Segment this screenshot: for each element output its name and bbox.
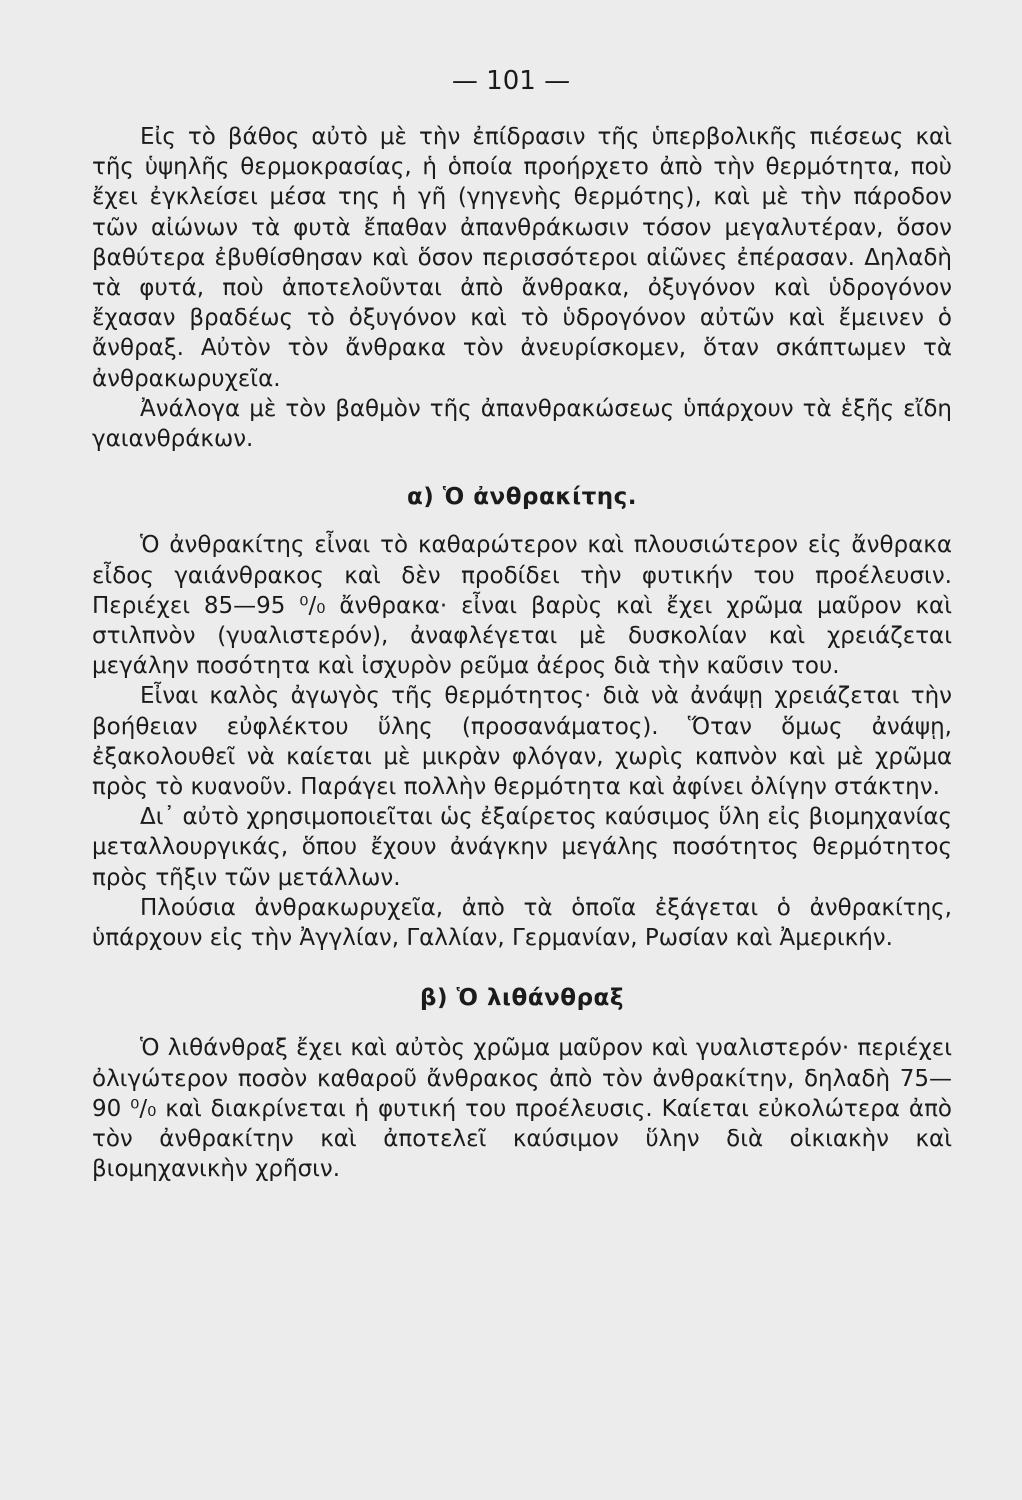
page-body	[92, 122, 952, 1185]
paragraph: Ἀνάλογα μὲ τὸν βαθμὸν τῆς ἀπανθρακώσεως ὑπάρχουν τὰ ἑξῆς εἴδη γαιανθράκων.	[92, 395, 952, 453]
paragraph: Εἰς τὸ βάθος αὐτὸ μὲ τὴν ἐπίδρασιν τῆς ὑπερβολικῆς πιέσεως καὶ τῆς ὑψηλῆς θερμοκρασίας, ἡ ὁποία προήρχετο ἀπὸ τὴν θερμότητα, ποὺ ἔχει ἐγκλείσει μέσα της ἡ γῆ (γηγενὴς θερμότης), καὶ μὲ τὴν πάροδον τῶν αἰώνων τὰ φυτὰ ἔπαθαν ἀπανθράκωσιν τόσον μεγαλυτέραν, ὅσον βαθύτερα ἐβυθίσθησαν καὶ ὅσον περισσότεροι αἰῶνες ἐπέρασαν. Δηλαδὴ τὰ φυτά, ποὺ ἀποτελοῦνται ἀπὸ ἄνθρακα, ὀξυγόνον καὶ ὑδρογόνον ἔχασαν βραδέως τὸ ὀξυγόνον καὶ τὸ ὑδρογόνον αὐτῶν καὶ ἔμεινεν ὁ ἄνθραξ. Αὐτὸν τὸν ἄνθρακα τὸν ἀνευρίσκομεν, ὅταν σκάπτωμεν τὰ ἀνθρακωρυχεῖα.	[92, 124, 952, 392]
section-heading-coal: β) Ὁ λιθάνθραξ	[420, 985, 624, 1012]
section-heading-anthracite: α) Ὁ ἀνθρακίτης.	[406, 484, 638, 511]
paragraph: Ὁ ἀνθρακίτης εἶναι τὸ καθαρώτερον καὶ πλουσιώτερον εἰς ἄνθρακα εἶδος γαιάνθρακος καὶ δὲν προδίδει τὴν φυτικήν του προέλευσιν. Περιέχει 85—95 ⁰/₀ ἄνθρακα· εἶναι βαρὺς καὶ ἔχει χρῶμα μαῦρον καὶ στιλπνὸν (γυαλιστερόν), ἀναφλέγεται μὲ δυσκολίαν καὶ χρειάζεται μεγάλην ποσότητα καὶ ἰσχυρὸν ρεῦμα ἀέρος διὰ τὴν καῦσιν του.	[92, 532, 952, 680]
paragraph: Εἶναι καλὸς ἀγωγὸς τῆς θερμότητος· διὰ νὰ ἀνάψῃ χρειάζεται τὴν βοήθειαν εὐφλέκτου ὕλης (προσανάματος). Ὅταν ὅμως ἀνάψῃ, ἐξακολουθεῖ νὰ καίεται μὲ μικρὰν φλόγαν, χωρὶς καπνὸν καὶ μὲ χρῶμα πρὸς τὸ κυανοῦν. Παράγει πολλὴν θερμότητα καὶ ἀφίνει ὀλίγην στάκτην.	[92, 683, 952, 801]
paragraph: Δι᾿ αὐτὸ χρησιμοποιεῖται ὡς ἐξαίρετος καύσιμος ὕλη εἰς βιομηχανίας μεταλλουργικάς, ὅπου ἔχουν ἀνάγκην μεγάλης ποσότητος θερμότητος πρὸς τῆξιν τῶν μετάλλων.	[92, 804, 952, 891]
page-number: — 101 —	[451, 66, 571, 96]
paragraph: Πλούσια ἀνθρακωρυχεῖα, ἀπὸ τὰ ὁποῖα ἐξάγεται ὁ ἀνθρακίτης, ὑπάρχουν εἰς τὴν Ἀγγλίαν, Γαλλίαν, Γερμανίαν, Ρωσίαν καὶ Ἀμερικήν.	[92, 894, 952, 952]
paragraph: Ὁ λιθάνθραξ ἔχει καὶ αὐτὸς χρῶμα μαῦρον καὶ γυαλιστερόν· περιέχει ὀλιγώτερον ποσὸν καθαροῦ ἄνθρακος ἀπὸ τὸν ἀνθρακίτην, δηλαδὴ 75—90 ⁰/₀ καὶ διακρίνεται ἡ φυτική του προέλευσις. Καίεται εὐκολώτερα ἀπὸ τὸν ἀνθρακίτην καὶ ἀποτελεῖ καύσιμον ὕλην διὰ οἰκιακὴν καὶ βιομηχανικὴν χρῆσιν.	[92, 1035, 952, 1183]
